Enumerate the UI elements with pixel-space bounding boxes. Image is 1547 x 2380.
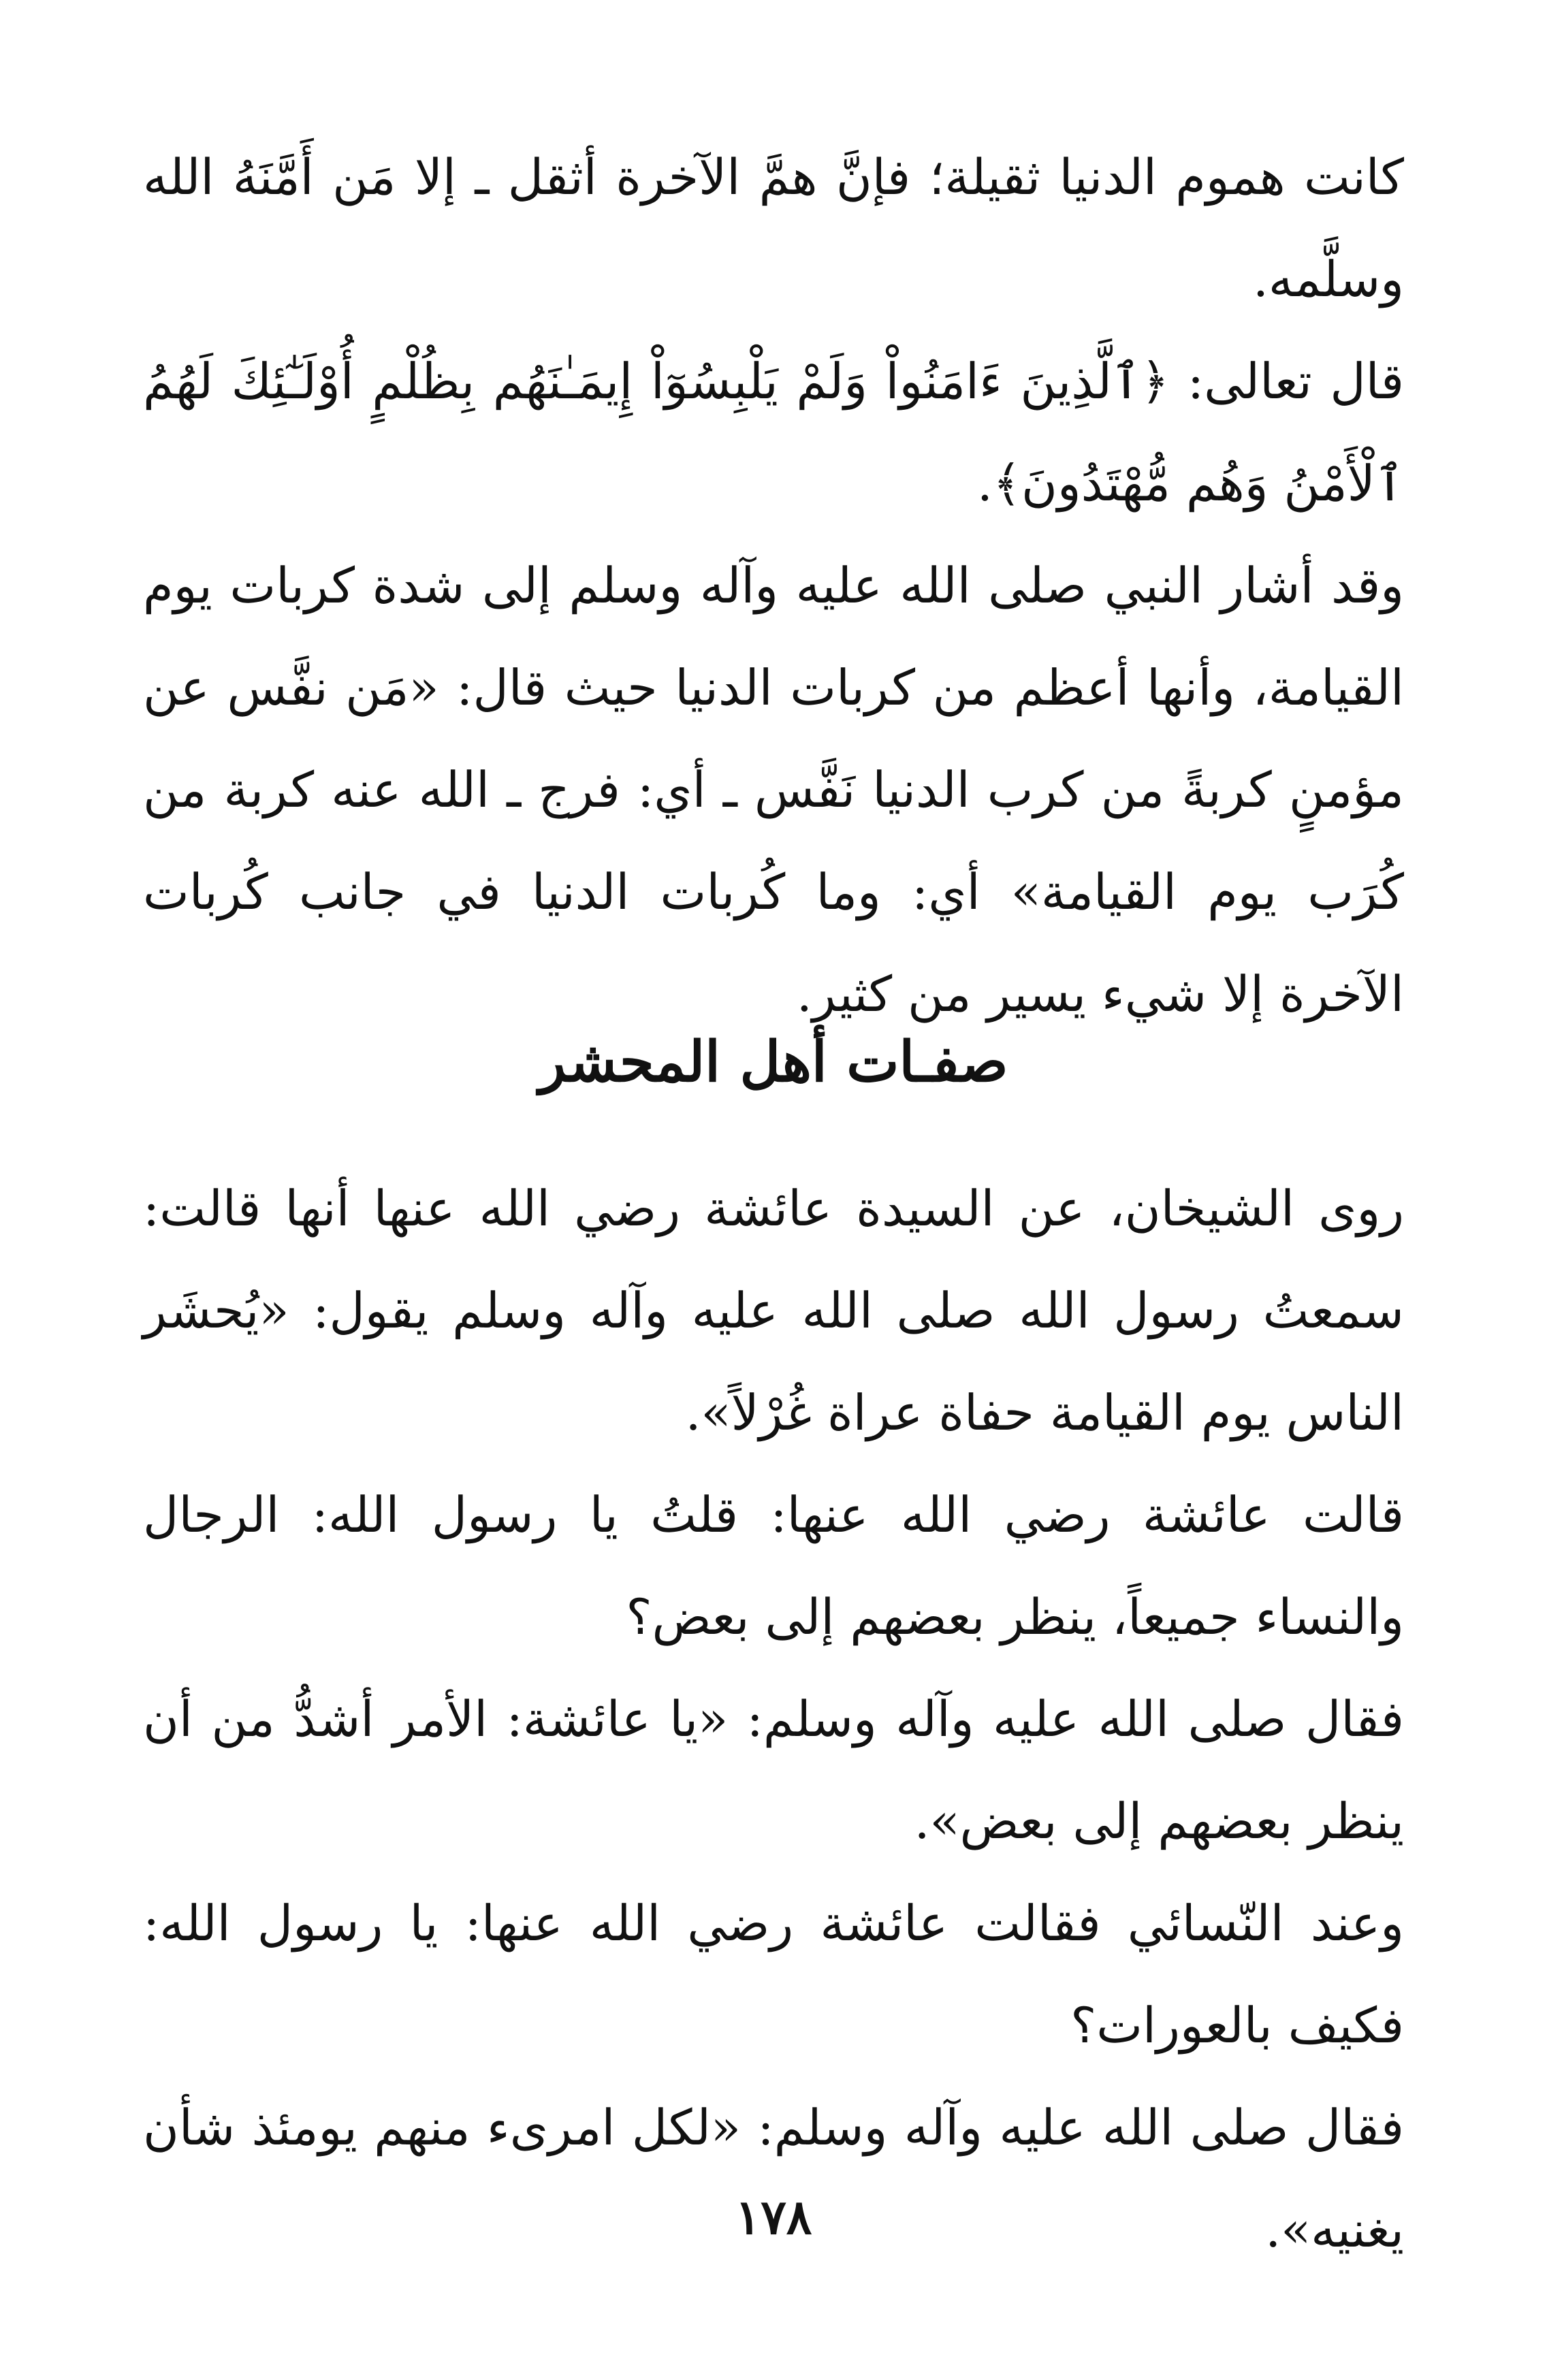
paragraph-shaykhan: روى الشيخان، عن السيدة عائشة رضي الله عنها أنها قالت: سمعتُ رسول الله صلى الله عليه وآله وسلم يقول: «يُحشَر الناس يوم القيامة حفاة عراة غُرْلاً». <box>143 1180 1404 1441</box>
page-number: ١٧٨ <box>735 2189 812 2245</box>
section-mahshar <box>143 1157 1404 2281</box>
paragraph-final-answer: فقال صلى الله عليه وآله وسلم: «لكل امرىء منهم يومئذ شأن يغنيه». <box>143 2099 1404 2258</box>
paragraph-aisha-question: قالت عائشة رضي الله عنها: قلتُ يا رسول الله: الرجال والنساء جميعاً، ينظر بعضهم إلى بعض؟ <box>143 1486 1404 1645</box>
paragraph-hadith-kurab: وقد أشار النبي صلى الله عليه وآله وسلم إلى شدة كربات يوم القيامة، وأنها أعظم من كربات الدنيا حيث قال: «مَن نفَّس عن مؤمنٍ كربةً من كرب الدنيا نَفَّس ـ أي: فرج ـ الله عنه كربة من كُرَب يوم القيامة» أي: وما كُربات الدنيا في جانب كُربات الآخرة إلا شيء يسير من كثير. <box>143 557 1405 1023</box>
section-heading: صفـات أهل المحشر <box>539 1029 1008 1095</box>
section-intro <box>143 126 1404 1045</box>
paragraph-worries: كانت هموم الدنيا ثقيلة؛ فإنَّ همَّ الآخرة أثقل ـ إلا مَن أَمَّنَهُ الله وسلَّمه. <box>143 148 1404 308</box>
paragraph-nasai: وعند النّسائي فقالت عائشة رضي الله عنها: يا رسول الله: فكيف بالعورات؟ <box>143 1895 1404 2054</box>
paragraph-quran-verse: قال تعالى: ﴿ٱلَّذِينَ ءَامَنُواْ وَلَمْ يَلْبِسُوٓاْ إِيمَـٰنَهُم بِظُلْمٍ أُوْلَـٰٓئِكَ لَهُمُ ٱلْأَمْنُ وَهُم مُّهْتَدُونَ﴾. <box>143 353 1404 512</box>
paragraph-prophet-answer: فقال صلى الله عليه وآله وسلم: «يا عائشة: الأمر أشدُّ من أن ينظر بعضهم إلى بعض». <box>143 1690 1405 1850</box>
